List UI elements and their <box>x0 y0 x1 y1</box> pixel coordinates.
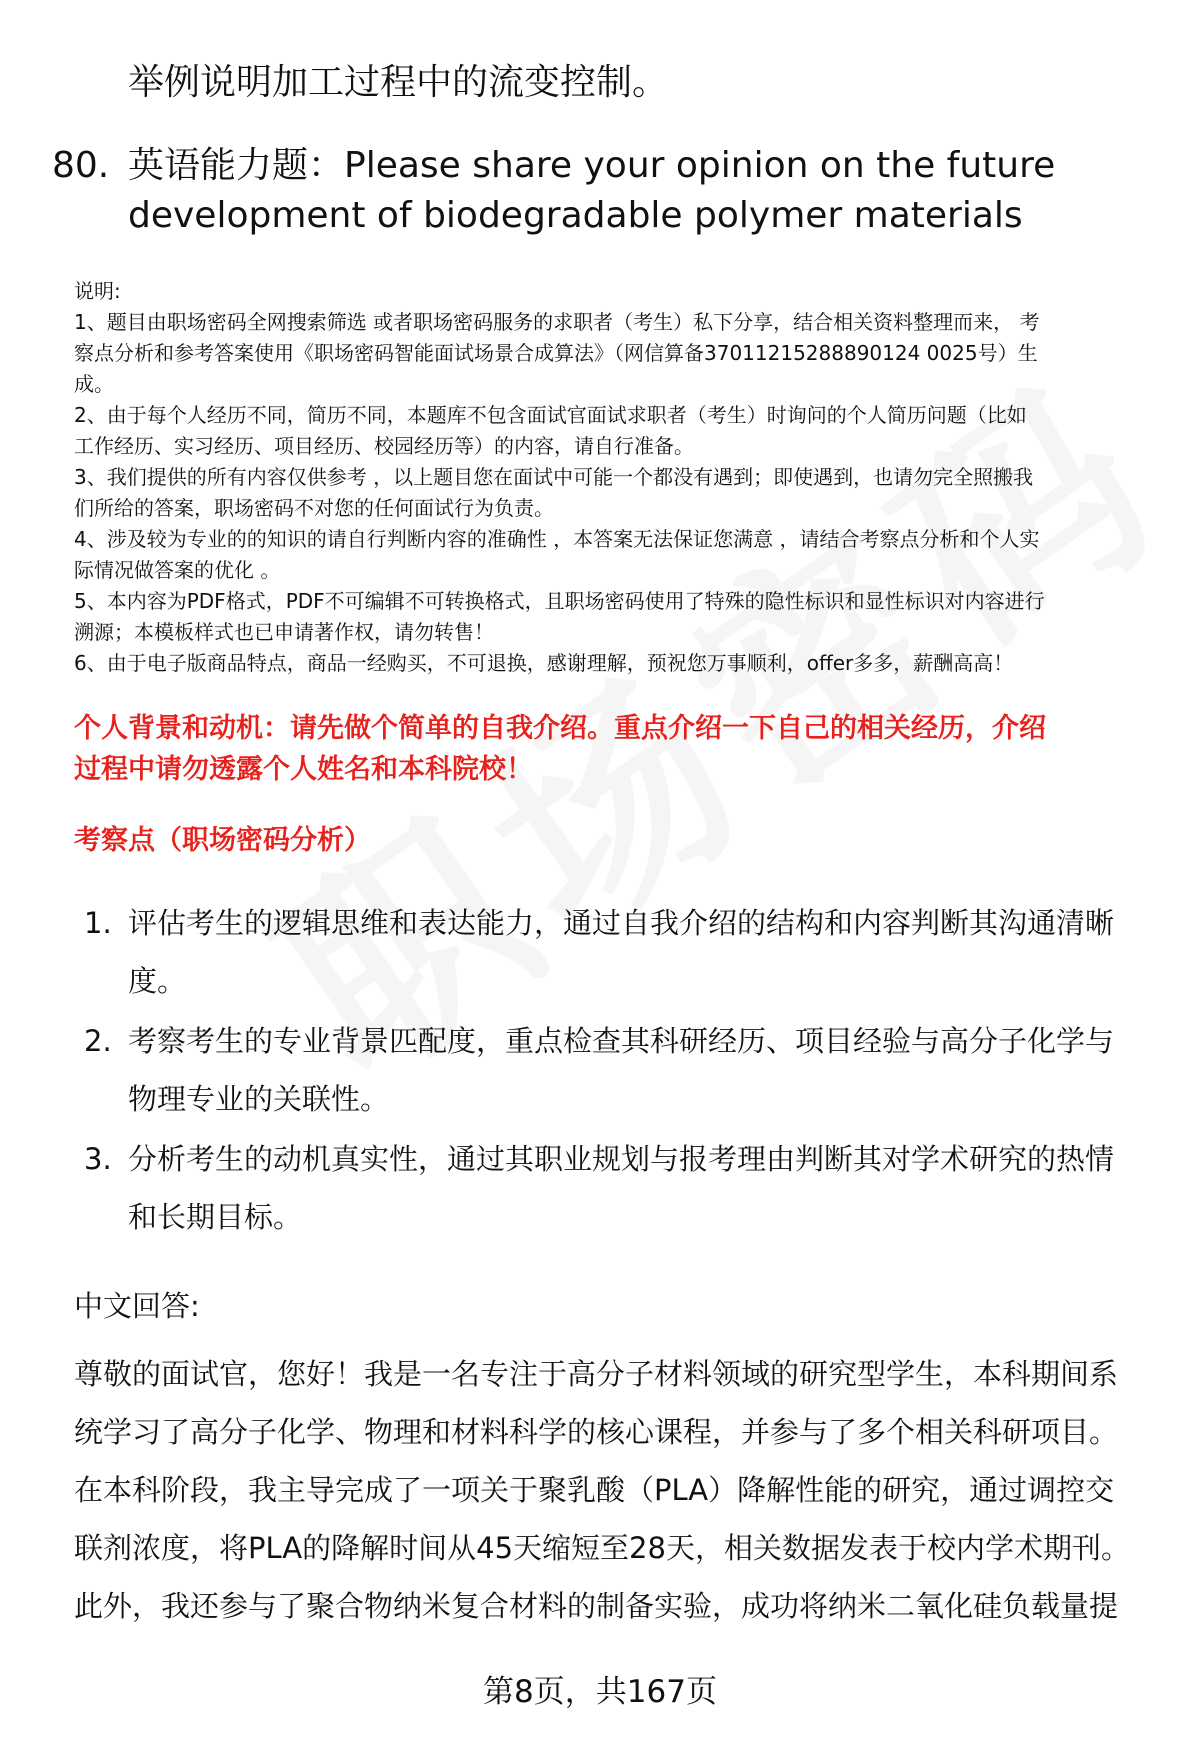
notes-line: 工作经历、实习经历、项目经历、校园经历等）的内容，请自行准备。 <box>74 434 694 458</box>
notes-line: 4、涉及较为专业的的知识的请自行判断内容的准确性 ，本答案无法保证您满意 ，请结合考察点分析和个人实 <box>74 527 1040 551</box>
notes-line: 成。 <box>74 372 114 396</box>
question-80-text <box>128 141 1088 241</box>
key-point-line: 评估考生的逻辑思维和表达能力，通过自我介绍的结构和内容判断其沟通清晰 <box>128 906 1115 940</box>
question-80-number: 80. <box>52 145 110 186</box>
notes-line: 5、本内容为PDF格式，PDF不可编辑不可转换格式，且职场密码使用了特殊的隐性标识和显性标识对内容进行 <box>74 589 1045 613</box>
notes-line: 3、我们提供的所有内容仅供参考 ，以上题目您在面试中可能一个都没有遇到；即使遇到，也请勿完全照搬我 <box>74 465 1034 489</box>
key-point-item <box>84 1130 1164 1248</box>
key-point-item <box>84 894 1164 1012</box>
notes-line: 说明: <box>74 279 121 303</box>
key-point-item <box>84 1012 1164 1130</box>
notes-line: 们所给的答案，职场密码不对您的任何面试行为负责。 <box>74 496 554 520</box>
answer-line: 联剂浓度，将PLA的降解时间从45天缩短至28天，相关数据发表于校内学术期刊。 <box>74 1531 1130 1565</box>
answer-label: 中文回答: <box>74 1289 200 1323</box>
key-point-text <box>128 1130 1114 1246</box>
notes-line: 际情况做答案的优化 。 <box>74 558 281 582</box>
answer-line: 统学习了高分子化学、物理和材料科学的核心课程，并参与了多个相关科研项目。 <box>74 1415 1119 1449</box>
key-point-line: 分析考生的动机真实性，通过其职业规划与报考理由判断其对学术研究的热情 <box>128 1142 1115 1176</box>
key-point-line: 考察考生的专业背景匹配度，重点检查其科研经历、项目经验与高分子化学与 <box>128 1024 1115 1058</box>
notes-line: 察点分析和参考答案使用《职场密码智能面试场景合成算法》（网信算备37011215288890124 0025号）生 <box>74 341 1038 365</box>
question-continuation: 举例说明加工过程中的流变控制。 <box>128 62 669 103</box>
key-point-line: 物理专业的关联性。 <box>128 1082 390 1116</box>
key-point-line: 和长期目标。 <box>128 1200 303 1234</box>
notes-section <box>74 276 1154 679</box>
key-point-number: 1. <box>84 906 112 940</box>
key-point-number: 3. <box>84 1142 112 1176</box>
background-question-line: 过程中请勿透露个人姓名和本科院校！ <box>74 754 533 785</box>
key-point-number: 2. <box>84 1024 112 1058</box>
notes-line: 6、由于电子版商品特点，商品一经购买，不可退换，感谢理解，预祝您万事顺利，offer多多，薪酬高高！ <box>74 651 1014 675</box>
notes-line: 2、由于每个人经历不同，简历不同，本题库不包含面试官面试求职者（考生）时询问的个人简历问题（比如 <box>74 403 1027 427</box>
background-question <box>74 708 1046 790</box>
question-80-line: development of biodegradable polymer materials <box>128 195 1023 236</box>
key-point-line: 度。 <box>128 964 187 998</box>
notes-line: 溯源；本模板样式也已申请著作权，请勿转售！ <box>74 620 494 644</box>
answer-line: 在本科阶段，我主导完成了一项关于聚乳酸（PLA）降解性能的研究，通过调控交 <box>74 1473 1115 1507</box>
answer-line: 此外，我还参与了聚合物纳米复合材料的制备实验，成功将纳米二氧化硅负载量提 <box>74 1589 1119 1623</box>
answer-line: 尊敬的面试官，您好！我是一名专注于高分子材料领域的研究型学生，本科期间系 <box>74 1357 1119 1391</box>
key-point-text <box>128 1012 1114 1128</box>
key-points-heading: 考察点（职场密码分析） <box>74 825 371 856</box>
answer-body <box>74 1345 1130 1635</box>
key-points-list <box>84 894 1164 1248</box>
notes-line: 1、题目由职场密码全网搜索筛选 或者职场密码服务的求职者（考生）私下分享，结合相关资料整理而来， 考 <box>74 310 1040 334</box>
background-question-line: 个人背景和动机：请先做个简单的自我介绍。重点介绍一下自己的相关经历，介绍 <box>74 713 1046 744</box>
page-footer: 第8页，共167页 <box>483 1674 717 1710</box>
question-80-line: 英语能力题：Please share your opinion on the future <box>128 145 1056 186</box>
key-point-text <box>128 894 1114 1010</box>
